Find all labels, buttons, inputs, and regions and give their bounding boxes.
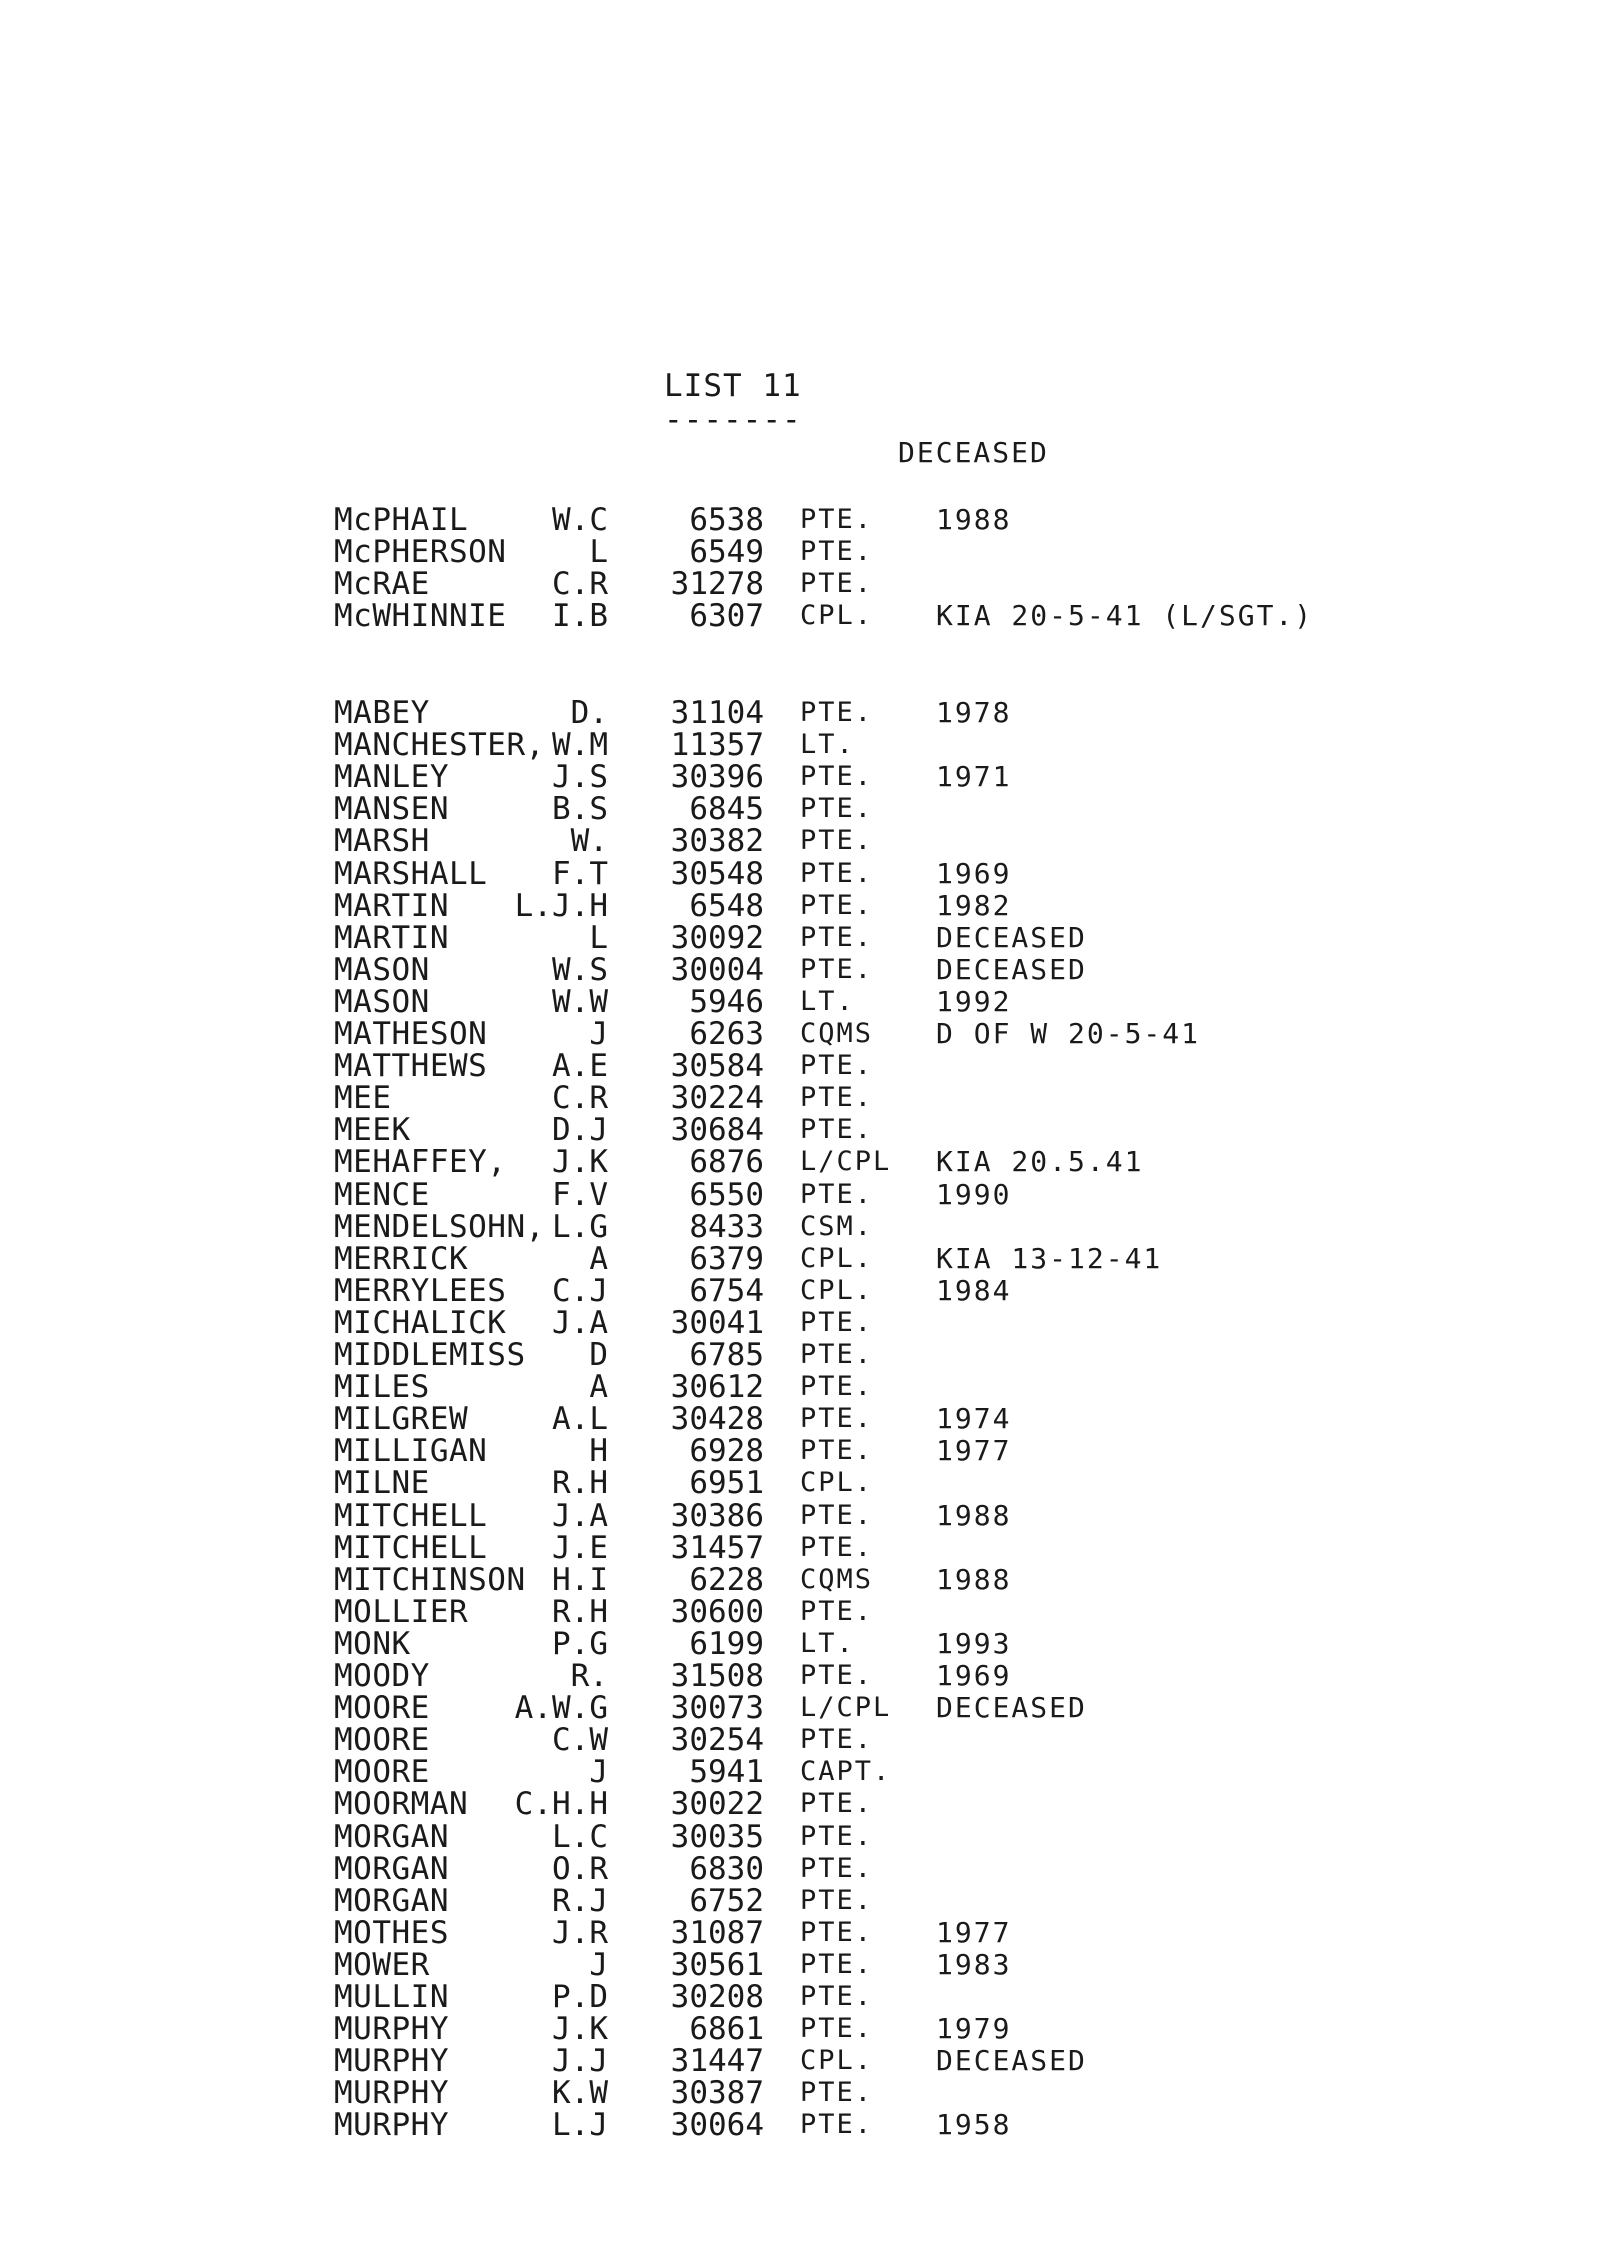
surname-cell: MOORE — [334, 1690, 430, 1727]
surname-cell: MATTHEWS — [334, 1048, 488, 1085]
initials-cell: K.W — [552, 2075, 608, 2112]
roster-row — [0, 759, 1600, 796]
initials-cell: W.S — [552, 951, 608, 988]
note-cell: 1983 — [936, 1947, 1012, 1981]
note-cell: 1984 — [936, 1273, 1012, 1307]
service-number-cell: 30092 — [670, 919, 764, 956]
initials-cell: F.V — [552, 1176, 608, 1213]
initials-cell: R. — [570, 1658, 608, 1694]
rank-cell: PTE. — [800, 1339, 874, 1370]
rank-cell: PTE. — [800, 1660, 874, 1691]
deceased-column-heading: DECEASED — [898, 436, 1049, 469]
surname-cell: MASON — [334, 983, 430, 1020]
rank-cell: CPL. — [800, 2045, 874, 2077]
initials-cell: F.T — [552, 855, 608, 892]
initials-cell: C.W — [552, 1722, 608, 1759]
roster-row — [0, 1144, 1600, 1181]
surname-cell: MARTIN — [334, 887, 449, 924]
service-number-cell: 30208 — [670, 1979, 764, 2015]
rank-cell: PTE. — [800, 857, 874, 889]
initials-cell: W.C — [552, 502, 608, 538]
initials-cell: H.I — [552, 1561, 608, 1598]
rank-cell: PTE. — [800, 1948, 874, 1980]
initials-cell: C.R — [552, 1080, 608, 1117]
service-number-cell: 30396 — [670, 759, 764, 796]
rank-cell: PTE. — [800, 1820, 874, 1852]
list-title: LIST 11 — [664, 368, 802, 404]
initials-cell: H — [589, 1433, 608, 1470]
service-number-cell: 6876 — [689, 1144, 764, 1181]
initials-cell: J.J — [552, 2043, 608, 2080]
rank-cell: PTE. — [800, 1499, 874, 1531]
rank-cell: L/CPL — [800, 1692, 892, 1724]
rank-cell: LT. — [800, 729, 855, 761]
initials-cell: D. — [570, 695, 608, 731]
note-cell: DECEASED — [936, 2044, 1087, 2078]
surname-cell: McPHERSON — [334, 534, 507, 571]
note-cell: D OF W 20-5-41 — [936, 1017, 1201, 1050]
rank-cell: PTE. — [800, 1306, 874, 1338]
rank-cell: PTE. — [800, 793, 874, 825]
roster-row — [0, 2011, 1600, 2048]
roster-row — [0, 1786, 1600, 1823]
rank-cell: CQMS — [800, 1563, 874, 1595]
service-number-cell: 30600 — [670, 1593, 764, 1630]
rank-cell: PTE. — [800, 568, 874, 600]
service-number-cell: 30064 — [670, 2107, 764, 2144]
service-number-cell: 30612 — [670, 1369, 764, 1406]
surname-cell: MORGAN — [334, 1818, 449, 1855]
surname-cell: MANSEN — [334, 791, 449, 828]
note-cell: 1992 — [936, 984, 1012, 1018]
note-cell: DECEASED — [936, 952, 1087, 986]
roster-row — [0, 951, 1600, 988]
note-cell: 1958 — [936, 2108, 1012, 2142]
note-cell: 1978 — [936, 696, 1012, 729]
roster-row — [0, 1048, 1600, 1085]
service-number-cell: 6307 — [689, 598, 764, 635]
roster-row — [0, 791, 1600, 828]
roster-row — [0, 566, 1600, 603]
initials-cell: J — [589, 1946, 608, 1983]
roster-row — [0, 855, 1600, 892]
rank-cell: PTE. — [800, 2013, 874, 2045]
surname-cell: MANCHESTER, — [334, 727, 545, 764]
service-number-cell: 6538 — [689, 502, 764, 538]
surname-cell: MENDELSOHN, — [334, 1208, 545, 1245]
initials-cell: L.J — [552, 2107, 608, 2144]
initials-cell: J.A — [552, 1497, 608, 1534]
surname-cell: MOORE — [334, 1754, 430, 1791]
service-number-cell: 6785 — [689, 1337, 764, 1373]
service-number-cell: 6549 — [689, 534, 764, 571]
roster-row — [0, 1561, 1600, 1598]
roster-row — [0, 697, 1600, 729]
rank-cell: LT. — [800, 1627, 855, 1659]
surname-cell: MOWER — [334, 1946, 430, 1983]
note-cell: 1982 — [936, 888, 1012, 922]
surname-cell: MITCHELL — [334, 1497, 488, 1534]
service-number-cell: 6830 — [689, 1850, 764, 1887]
note-cell: DECEASED — [936, 920, 1087, 954]
service-number-cell: 6928 — [689, 1433, 764, 1470]
rank-cell: PTE. — [800, 1050, 874, 1082]
service-number-cell: 30224 — [670, 1080, 764, 1117]
initials-cell: J.K — [552, 1144, 608, 1181]
initials-cell: A.W.G — [514, 1690, 608, 1727]
roster-row — [0, 1818, 1600, 1855]
rank-cell: PTE. — [800, 953, 874, 985]
surname-cell: MERRYLEES — [334, 1272, 507, 1309]
rank-cell: PTE. — [800, 825, 874, 857]
surname-cell: MULLIN — [334, 1979, 449, 2015]
roster-row — [0, 534, 1600, 571]
rank-cell: PTE. — [800, 1916, 874, 1948]
initials-cell: C.J — [552, 1272, 608, 1309]
service-number-cell: 30382 — [670, 823, 764, 860]
service-number-cell: 30041 — [670, 1304, 764, 1341]
service-number-cell: 6550 — [689, 1176, 764, 1213]
surname-cell: MIDDLEMISS — [334, 1337, 526, 1373]
roster-row — [0, 1981, 1600, 2013]
surname-cell: McWHINNIE — [334, 598, 507, 635]
service-number-cell: 31457 — [670, 1529, 764, 1566]
service-number-cell: 6845 — [689, 791, 764, 828]
note-cell: 1990 — [936, 1177, 1012, 1211]
surname-cell: MASON — [334, 951, 430, 988]
rank-cell: PTE. — [800, 1852, 874, 1884]
initials-cell: R.H — [552, 1465, 608, 1502]
service-number-cell: 30561 — [670, 1946, 764, 1983]
roster-row — [0, 1946, 1600, 1983]
service-number-cell: 30073 — [670, 1690, 764, 1727]
roster-row — [0, 919, 1600, 956]
roster-row — [0, 2075, 1600, 2112]
surname-cell: MERRICK — [334, 1240, 469, 1277]
service-number-cell: 30035 — [670, 1818, 764, 1855]
surname-cell: MICHALICK — [334, 1304, 507, 1341]
initials-cell: W.W — [552, 983, 608, 1020]
rank-cell: PTE. — [800, 1981, 874, 2012]
service-number-cell: 6754 — [689, 1272, 764, 1309]
note-cell: 1969 — [936, 1659, 1012, 1692]
service-number-cell: 30684 — [670, 1112, 764, 1149]
surname-cell: MOORE — [334, 1722, 430, 1759]
rank-cell: CQMS — [800, 1018, 874, 1049]
service-number-cell: 6199 — [689, 1625, 764, 1662]
initials-cell: D.J — [552, 1112, 608, 1149]
surname-cell: MURPHY — [334, 2011, 449, 2048]
service-number-cell: 5941 — [689, 1754, 764, 1791]
rank-cell: PTE. — [800, 1371, 874, 1403]
rank-cell: PTE. — [800, 889, 874, 921]
rank-cell: PTE. — [800, 1082, 874, 1114]
roster-row — [0, 1593, 1600, 1630]
roster-row — [0, 2043, 1600, 2080]
roster-row — [0, 1208, 1600, 1245]
initials-cell: A.L — [552, 1401, 608, 1438]
rank-cell: CPL. — [800, 1242, 874, 1274]
service-number-cell: 8433 — [689, 1208, 764, 1245]
roster-row — [0, 1497, 1600, 1534]
note-cell: 1977 — [936, 1434, 1012, 1468]
service-number-cell: 6263 — [689, 1016, 764, 1052]
surname-cell: MILGREW — [334, 1401, 469, 1438]
rank-cell: PTE. — [800, 536, 874, 568]
roster-row — [0, 1722, 1600, 1759]
initials-cell: L.C — [552, 1818, 608, 1855]
roster-row — [0, 1176, 1600, 1213]
surname-cell: MARSH — [334, 823, 430, 860]
initials-cell: C.H.H — [514, 1786, 608, 1823]
note-cell: 1974 — [936, 1402, 1012, 1436]
initials-cell: W. — [570, 823, 608, 860]
service-number-cell: 30387 — [670, 2075, 764, 2112]
service-number-cell: 30022 — [670, 1786, 764, 1823]
initials-cell: P.G — [552, 1625, 608, 1662]
surname-cell: MOORMAN — [334, 1786, 469, 1823]
rank-cell: PTE. — [800, 1178, 874, 1210]
service-number-cell: 30584 — [670, 1048, 764, 1085]
rank-cell: PTE. — [800, 1403, 874, 1435]
initials-cell: L — [589, 534, 608, 571]
note-cell: 1969 — [936, 856, 1012, 890]
surname-cell: MURPHY — [334, 2107, 449, 2144]
note-cell: KIA 20.5.41 — [936, 1145, 1144, 1179]
note-cell: 1988 — [936, 503, 1012, 536]
rank-cell: PTE. — [800, 1435, 874, 1467]
roster-row — [0, 2107, 1600, 2144]
surname-cell: MOODY — [334, 1658, 430, 1694]
rank-cell: LT. — [800, 985, 855, 1017]
initials-cell: J.S — [552, 759, 608, 796]
surname-cell: MORGAN — [334, 1882, 449, 1919]
initials-cell: P.D — [552, 1979, 608, 2015]
surname-cell: MATHESON — [334, 1016, 488, 1052]
note-cell: DECEASED — [936, 1691, 1087, 1725]
surname-cell: MITCHINSON — [334, 1561, 526, 1598]
initials-cell: A.E — [552, 1048, 608, 1085]
rank-cell: CPL. — [800, 600, 874, 632]
rank-cell: PTE. — [800, 1531, 874, 1563]
surname-cell: MANLEY — [334, 759, 449, 796]
service-number-cell: 30428 — [670, 1401, 764, 1438]
service-number-cell: 6752 — [689, 1882, 764, 1919]
surname-cell: MURPHY — [334, 2075, 449, 2112]
roster-row — [0, 1690, 1600, 1727]
rank-cell: CAPT. — [800, 1756, 892, 1788]
service-number-cell: 31447 — [670, 2043, 764, 2080]
surname-cell: MURPHY — [334, 2043, 449, 2080]
note-cell: 1971 — [936, 760, 1012, 794]
note-cell: 1979 — [936, 2012, 1012, 2046]
surname-cell: MEHAFFEY, — [334, 1144, 507, 1181]
surname-cell: MARSHALL — [334, 855, 488, 892]
rank-cell: PTE. — [800, 921, 874, 953]
rank-cell: L/CPL — [800, 1146, 892, 1178]
roster-row — [0, 1660, 1600, 1692]
surname-cell: MITCHELL — [334, 1529, 488, 1566]
note-cell: 1988 — [936, 1498, 1012, 1532]
service-number-cell: 5946 — [689, 983, 764, 1020]
roster-row — [0, 1080, 1600, 1117]
surname-cell: MEEK — [334, 1112, 411, 1149]
surname-cell: MEE — [334, 1080, 392, 1117]
service-number-cell: 31104 — [670, 695, 764, 731]
rank-cell: CPL. — [800, 1467, 874, 1499]
service-number-cell: 30254 — [670, 1722, 764, 1759]
note-cell: 1993 — [936, 1626, 1012, 1660]
initials-cell: L.J.H — [514, 887, 608, 924]
roster-row — [0, 504, 1600, 536]
service-number-cell: 6951 — [689, 1465, 764, 1502]
roster-row — [0, 598, 1600, 635]
initials-cell: C.R — [552, 566, 608, 603]
roster-row — [0, 727, 1600, 764]
initials-cell: A — [589, 1369, 608, 1406]
roster-row — [0, 1339, 1600, 1371]
note-cell: KIA 13-12-41 — [936, 1241, 1163, 1275]
service-number-cell: 6548 — [689, 887, 764, 924]
service-number-cell: 31087 — [670, 1914, 764, 1951]
initials-cell: J.A — [552, 1304, 608, 1341]
initials-cell: R.J — [552, 1882, 608, 1919]
roster-row — [0, 1112, 1600, 1149]
rank-cell: PTE. — [800, 761, 874, 793]
roster-row — [0, 887, 1600, 924]
rank-cell: PTE. — [800, 2077, 874, 2109]
service-number-cell: 30004 — [670, 951, 764, 988]
roster-row — [0, 983, 1600, 1020]
surname-cell: McRAE — [334, 566, 430, 603]
surname-cell: MARTIN — [334, 919, 449, 956]
surname-cell: MONK — [334, 1625, 411, 1662]
initials-cell: L.G — [552, 1208, 608, 1245]
surname-cell: MENCE — [334, 1176, 430, 1213]
roster-row — [0, 823, 1600, 860]
rank-cell: PTE. — [800, 1114, 874, 1146]
surname-cell: MABEY — [334, 695, 430, 731]
roster-row — [0, 1529, 1600, 1566]
initials-cell: J.E — [552, 1529, 608, 1566]
service-number-cell: 6861 — [689, 2011, 764, 2048]
note-cell: KIA 20-5-41 (L/SGT.) — [936, 599, 1314, 633]
surname-cell: MILNE — [334, 1465, 430, 1502]
service-number-cell: 6228 — [689, 1561, 764, 1598]
initials-cell: J — [589, 1016, 608, 1052]
initials-cell: A — [589, 1240, 608, 1277]
surname-cell: MORGAN — [334, 1850, 449, 1887]
rank-cell: PTE. — [800, 2109, 874, 2141]
roster-row — [0, 1272, 1600, 1309]
initials-cell: J.R — [552, 1914, 608, 1951]
service-number-cell: 11357 — [670, 727, 764, 764]
service-number-cell: 31508 — [670, 1658, 764, 1694]
roster-row — [0, 1433, 1600, 1470]
roster-row — [0, 1401, 1600, 1438]
initials-cell: W.M — [552, 727, 608, 764]
surname-cell: MILES — [334, 1369, 430, 1406]
surname-cell: MOTHES — [334, 1914, 449, 1951]
rank-cell: PTE. — [800, 1724, 874, 1756]
roster-row — [0, 1850, 1600, 1887]
initials-cell: J — [589, 1754, 608, 1791]
rank-cell: PTE. — [800, 1788, 874, 1820]
rank-cell: PTE. — [800, 697, 874, 728]
initials-cell: B.S — [552, 791, 608, 828]
initials-cell: D — [589, 1337, 608, 1373]
initials-cell: R.H — [552, 1593, 608, 1630]
initials-cell: L — [589, 919, 608, 956]
title-underline: ------- — [664, 402, 802, 438]
roster-row — [0, 1304, 1600, 1341]
surname-cell: MILLIGAN — [334, 1433, 488, 1470]
note-cell: 1977 — [936, 1915, 1012, 1949]
rank-cell: CSM. — [800, 1210, 874, 1242]
roster-row — [0, 1369, 1600, 1406]
initials-cell: I.B — [552, 598, 608, 635]
roster-row — [0, 1754, 1600, 1791]
roster-row — [0, 1465, 1600, 1502]
service-number-cell: 6379 — [689, 1240, 764, 1277]
rank-cell: CPL. — [800, 1274, 874, 1306]
rank-cell: PTE. — [800, 504, 874, 535]
rank-cell: PTE. — [800, 1884, 874, 1916]
roster-row — [0, 1914, 1600, 1951]
rank-cell: PTE. — [800, 1595, 874, 1627]
note-cell: 1988 — [936, 1562, 1012, 1596]
service-number-cell: 30548 — [670, 855, 764, 892]
service-number-cell: 30386 — [670, 1497, 764, 1534]
initials-cell: O.R — [552, 1850, 608, 1887]
service-number-cell: 31278 — [670, 566, 764, 603]
roster-row — [0, 1882, 1600, 1919]
initials-cell: J.K — [552, 2011, 608, 2048]
roster-row — [0, 1018, 1600, 1050]
roster-row — [0, 1240, 1600, 1277]
surname-cell: McPHAIL — [334, 502, 469, 538]
surname-cell: MOLLIER — [334, 1593, 469, 1630]
roster-row — [0, 1625, 1600, 1662]
